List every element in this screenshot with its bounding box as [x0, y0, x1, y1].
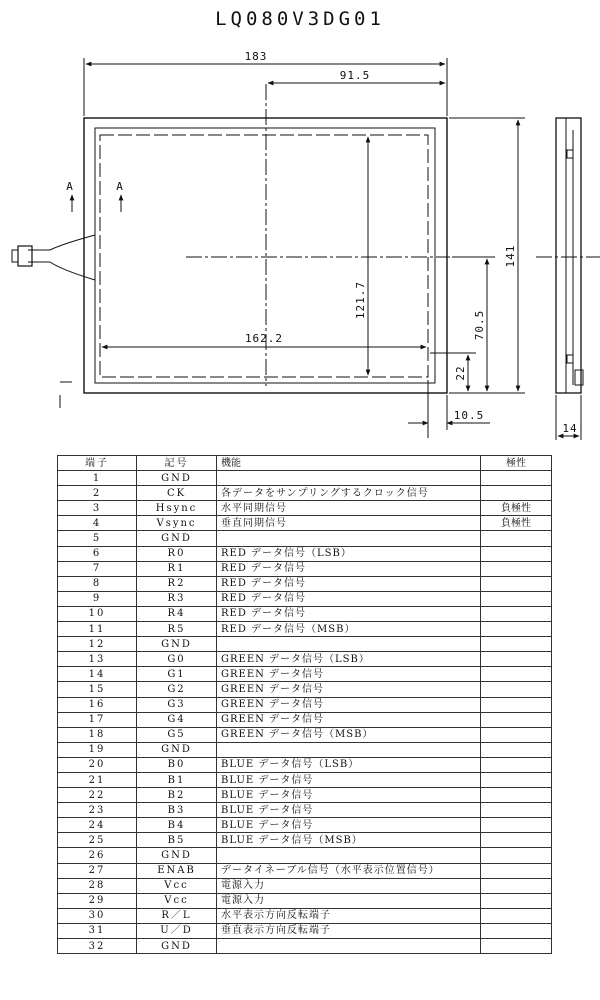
cell-symbol: ENAB	[137, 863, 217, 878]
dim-overall-height: 141	[504, 244, 517, 268]
cell-symbol: G0	[137, 652, 217, 667]
cell-symbol: Vsync	[137, 516, 217, 531]
cell-polarity	[481, 772, 552, 787]
cell-pin: 15	[58, 682, 137, 697]
cell-polarity	[481, 939, 552, 954]
cell-symbol: GND	[137, 742, 217, 757]
cell-symbol: Vcc	[137, 893, 217, 908]
cell-polarity: 負極性	[481, 501, 552, 516]
cell-pin: 11	[58, 622, 137, 637]
cell-pin: 19	[58, 742, 137, 757]
cell-pin: 23	[58, 803, 137, 818]
table-row	[58, 908, 552, 923]
cell-polarity	[481, 727, 552, 742]
cell-pin: 8	[58, 576, 137, 591]
cell-symbol: R4	[137, 606, 217, 621]
cell-function: GREEN データ信号	[217, 682, 481, 697]
table-row	[58, 501, 552, 516]
dim-center-height: 70.5	[473, 309, 486, 341]
cell-function: BLUE データ信号	[217, 772, 481, 787]
cell-function	[217, 531, 481, 546]
table-row	[58, 727, 552, 742]
cell-polarity	[481, 531, 552, 546]
cell-polarity	[481, 637, 552, 652]
cell-pin: 13	[58, 652, 137, 667]
cell-symbol: R3	[137, 591, 217, 606]
cell-pin: 14	[58, 667, 137, 682]
dim-half-width: 91.5	[339, 69, 371, 82]
cell-function: BLUE データ信号（MSB）	[217, 833, 481, 848]
header-pin: 端子	[58, 456, 137, 471]
table-row	[58, 757, 552, 772]
cell-pin: 25	[58, 833, 137, 848]
table-row	[58, 591, 552, 606]
table-header-row	[58, 456, 552, 471]
cell-pin: 2	[58, 486, 137, 501]
table-row	[58, 788, 552, 803]
header-polarity: 極性	[481, 456, 552, 471]
cell-symbol: GND	[137, 848, 217, 863]
table-row	[58, 652, 552, 667]
table-row	[58, 682, 552, 697]
table-row	[58, 712, 552, 727]
cell-symbol: G2	[137, 682, 217, 697]
cell-polarity	[481, 546, 552, 561]
cell-polarity	[481, 486, 552, 501]
cell-polarity	[481, 591, 552, 606]
cell-symbol: Hsync	[137, 501, 217, 516]
cell-polarity	[481, 788, 552, 803]
cell-polarity	[481, 803, 552, 818]
cell-polarity	[481, 622, 552, 637]
cell-symbol: B1	[137, 772, 217, 787]
header-symbol: 記号	[137, 456, 217, 471]
cell-pin: 7	[58, 561, 137, 576]
cell-symbol: B3	[137, 803, 217, 818]
table-row	[58, 878, 552, 893]
cell-symbol: CK	[137, 486, 217, 501]
cell-pin: 17	[58, 712, 137, 727]
cell-function: RED データ信号	[217, 561, 481, 576]
cell-polarity	[481, 893, 552, 908]
cell-pin: 21	[58, 772, 137, 787]
table-row	[58, 576, 552, 591]
mechanical-drawing	[0, 40, 600, 445]
cell-function: GREEN データ信号	[217, 697, 481, 712]
cell-pin: 16	[58, 697, 137, 712]
cell-pin: 3	[58, 501, 137, 516]
pin-assignment-table	[57, 455, 552, 954]
cell-polarity	[481, 667, 552, 682]
cell-pin: 9	[58, 591, 137, 606]
cell-function: 垂直表示方向反転端子	[217, 923, 481, 938]
section-label-left: A	[66, 180, 74, 193]
table-row	[58, 622, 552, 637]
cell-symbol: B4	[137, 818, 217, 833]
cell-symbol: B0	[137, 757, 217, 772]
cell-pin: 29	[58, 893, 137, 908]
table-row	[58, 742, 552, 757]
cell-symbol: G1	[137, 667, 217, 682]
table-row	[58, 471, 552, 486]
cell-function: RED データ信号（LSB）	[217, 546, 481, 561]
cell-polarity	[481, 652, 552, 667]
cell-function: BLUE データ信号	[217, 818, 481, 833]
cell-pin: 22	[58, 788, 137, 803]
table-row	[58, 923, 552, 938]
cell-pin: 5	[58, 531, 137, 546]
cell-function: RED データ信号	[217, 576, 481, 591]
cell-function: BLUE データ信号（LSB）	[217, 757, 481, 772]
connector-cable	[28, 235, 95, 250]
cell-pin: 12	[58, 637, 137, 652]
cell-function	[217, 471, 481, 486]
cell-pin: 24	[58, 818, 137, 833]
cell-pin: 6	[58, 546, 137, 561]
cell-polarity	[481, 471, 552, 486]
cell-polarity	[481, 923, 552, 938]
cell-polarity	[481, 833, 552, 848]
drawing-title: LQ080V3DG01	[215, 8, 385, 30]
cell-function: 垂直同期信号	[217, 516, 481, 531]
cell-pin: 18	[58, 727, 137, 742]
table-row	[58, 893, 552, 908]
table-row	[58, 531, 552, 546]
header-function: 機能	[217, 456, 481, 471]
dim-overall-width: 183	[244, 50, 268, 63]
cell-function: 各データをサンプリングするクロック信号	[217, 486, 481, 501]
cell-pin: 31	[58, 923, 137, 938]
cell-polarity	[481, 576, 552, 591]
table-row	[58, 848, 552, 863]
cell-symbol: R／L	[137, 908, 217, 923]
dim-thickness: 14	[562, 422, 578, 435]
cell-polarity	[481, 908, 552, 923]
cell-function: GREEN データ信号	[217, 712, 481, 727]
cell-function: 水平同期信号	[217, 501, 481, 516]
cell-polarity	[481, 742, 552, 757]
cell-symbol: R0	[137, 546, 217, 561]
cell-polarity: 負極性	[481, 516, 552, 531]
cell-function: 電源入力	[217, 878, 481, 893]
dim-active-width: 162.2	[244, 332, 284, 345]
cell-polarity	[481, 848, 552, 863]
dim-side-offset: 10.5	[453, 409, 485, 422]
cell-symbol: GND	[137, 471, 217, 486]
cell-polarity	[481, 878, 552, 893]
cell-pin: 1	[58, 471, 137, 486]
cell-pin: 10	[58, 606, 137, 621]
table-row	[58, 486, 552, 501]
cell-function	[217, 939, 481, 954]
table-row	[58, 863, 552, 878]
cell-pin: 28	[58, 878, 137, 893]
cell-function: BLUE データ信号	[217, 803, 481, 818]
cell-polarity	[481, 606, 552, 621]
dim-active-height: 121.7	[354, 280, 367, 320]
table-row	[58, 772, 552, 787]
table-row	[58, 939, 552, 954]
cell-symbol: G3	[137, 697, 217, 712]
cell-polarity	[481, 757, 552, 772]
cell-polarity	[481, 712, 552, 727]
cell-function	[217, 848, 481, 863]
table-row	[58, 516, 552, 531]
table-row	[58, 561, 552, 576]
side-view	[556, 118, 581, 393]
cell-symbol: GND	[137, 939, 217, 954]
dim-bottom-offset: 22	[454, 365, 467, 381]
cell-function: RED データ信号	[217, 591, 481, 606]
cell-polarity	[481, 697, 552, 712]
cell-symbol: U／D	[137, 923, 217, 938]
cell-pin: 32	[58, 939, 137, 954]
cell-function	[217, 637, 481, 652]
cell-symbol: R5	[137, 622, 217, 637]
cell-function	[217, 742, 481, 757]
cell-pin: 20	[58, 757, 137, 772]
cell-pin: 30	[58, 908, 137, 923]
cell-symbol: GND	[137, 531, 217, 546]
table-row	[58, 667, 552, 682]
table-row	[58, 803, 552, 818]
cell-polarity	[481, 818, 552, 833]
cell-symbol: Vcc	[137, 878, 217, 893]
cell-function: GREEN データ信号（MSB）	[217, 727, 481, 742]
cell-symbol: R1	[137, 561, 217, 576]
connector	[18, 246, 32, 266]
cell-pin: 26	[58, 848, 137, 863]
cell-function: 電源入力	[217, 893, 481, 908]
cell-pin: 27	[58, 863, 137, 878]
cell-polarity	[481, 863, 552, 878]
cell-function: BLUE データ信号	[217, 788, 481, 803]
cell-symbol: G5	[137, 727, 217, 742]
cell-symbol: GND	[137, 637, 217, 652]
cell-function: RED データ信号（MSB）	[217, 622, 481, 637]
cell-function: データイネーブル信号（水平表示位置信号）	[217, 863, 481, 878]
cell-function: GREEN データ信号	[217, 667, 481, 682]
cell-function: GREEN データ信号（LSB）	[217, 652, 481, 667]
table-row	[58, 818, 552, 833]
table-row	[58, 637, 552, 652]
table-row	[58, 546, 552, 561]
cell-symbol: B2	[137, 788, 217, 803]
table-row	[58, 606, 552, 621]
cell-symbol: G4	[137, 712, 217, 727]
cell-symbol: B5	[137, 833, 217, 848]
cell-pin: 4	[58, 516, 137, 531]
cell-function: RED データ信号	[217, 606, 481, 621]
table-row	[58, 697, 552, 712]
cell-function: 水平表示方向反転端子	[217, 908, 481, 923]
cell-polarity	[481, 682, 552, 697]
cell-symbol: R2	[137, 576, 217, 591]
table-row	[58, 833, 552, 848]
cell-polarity	[481, 561, 552, 576]
section-label-right: A	[116, 180, 124, 193]
